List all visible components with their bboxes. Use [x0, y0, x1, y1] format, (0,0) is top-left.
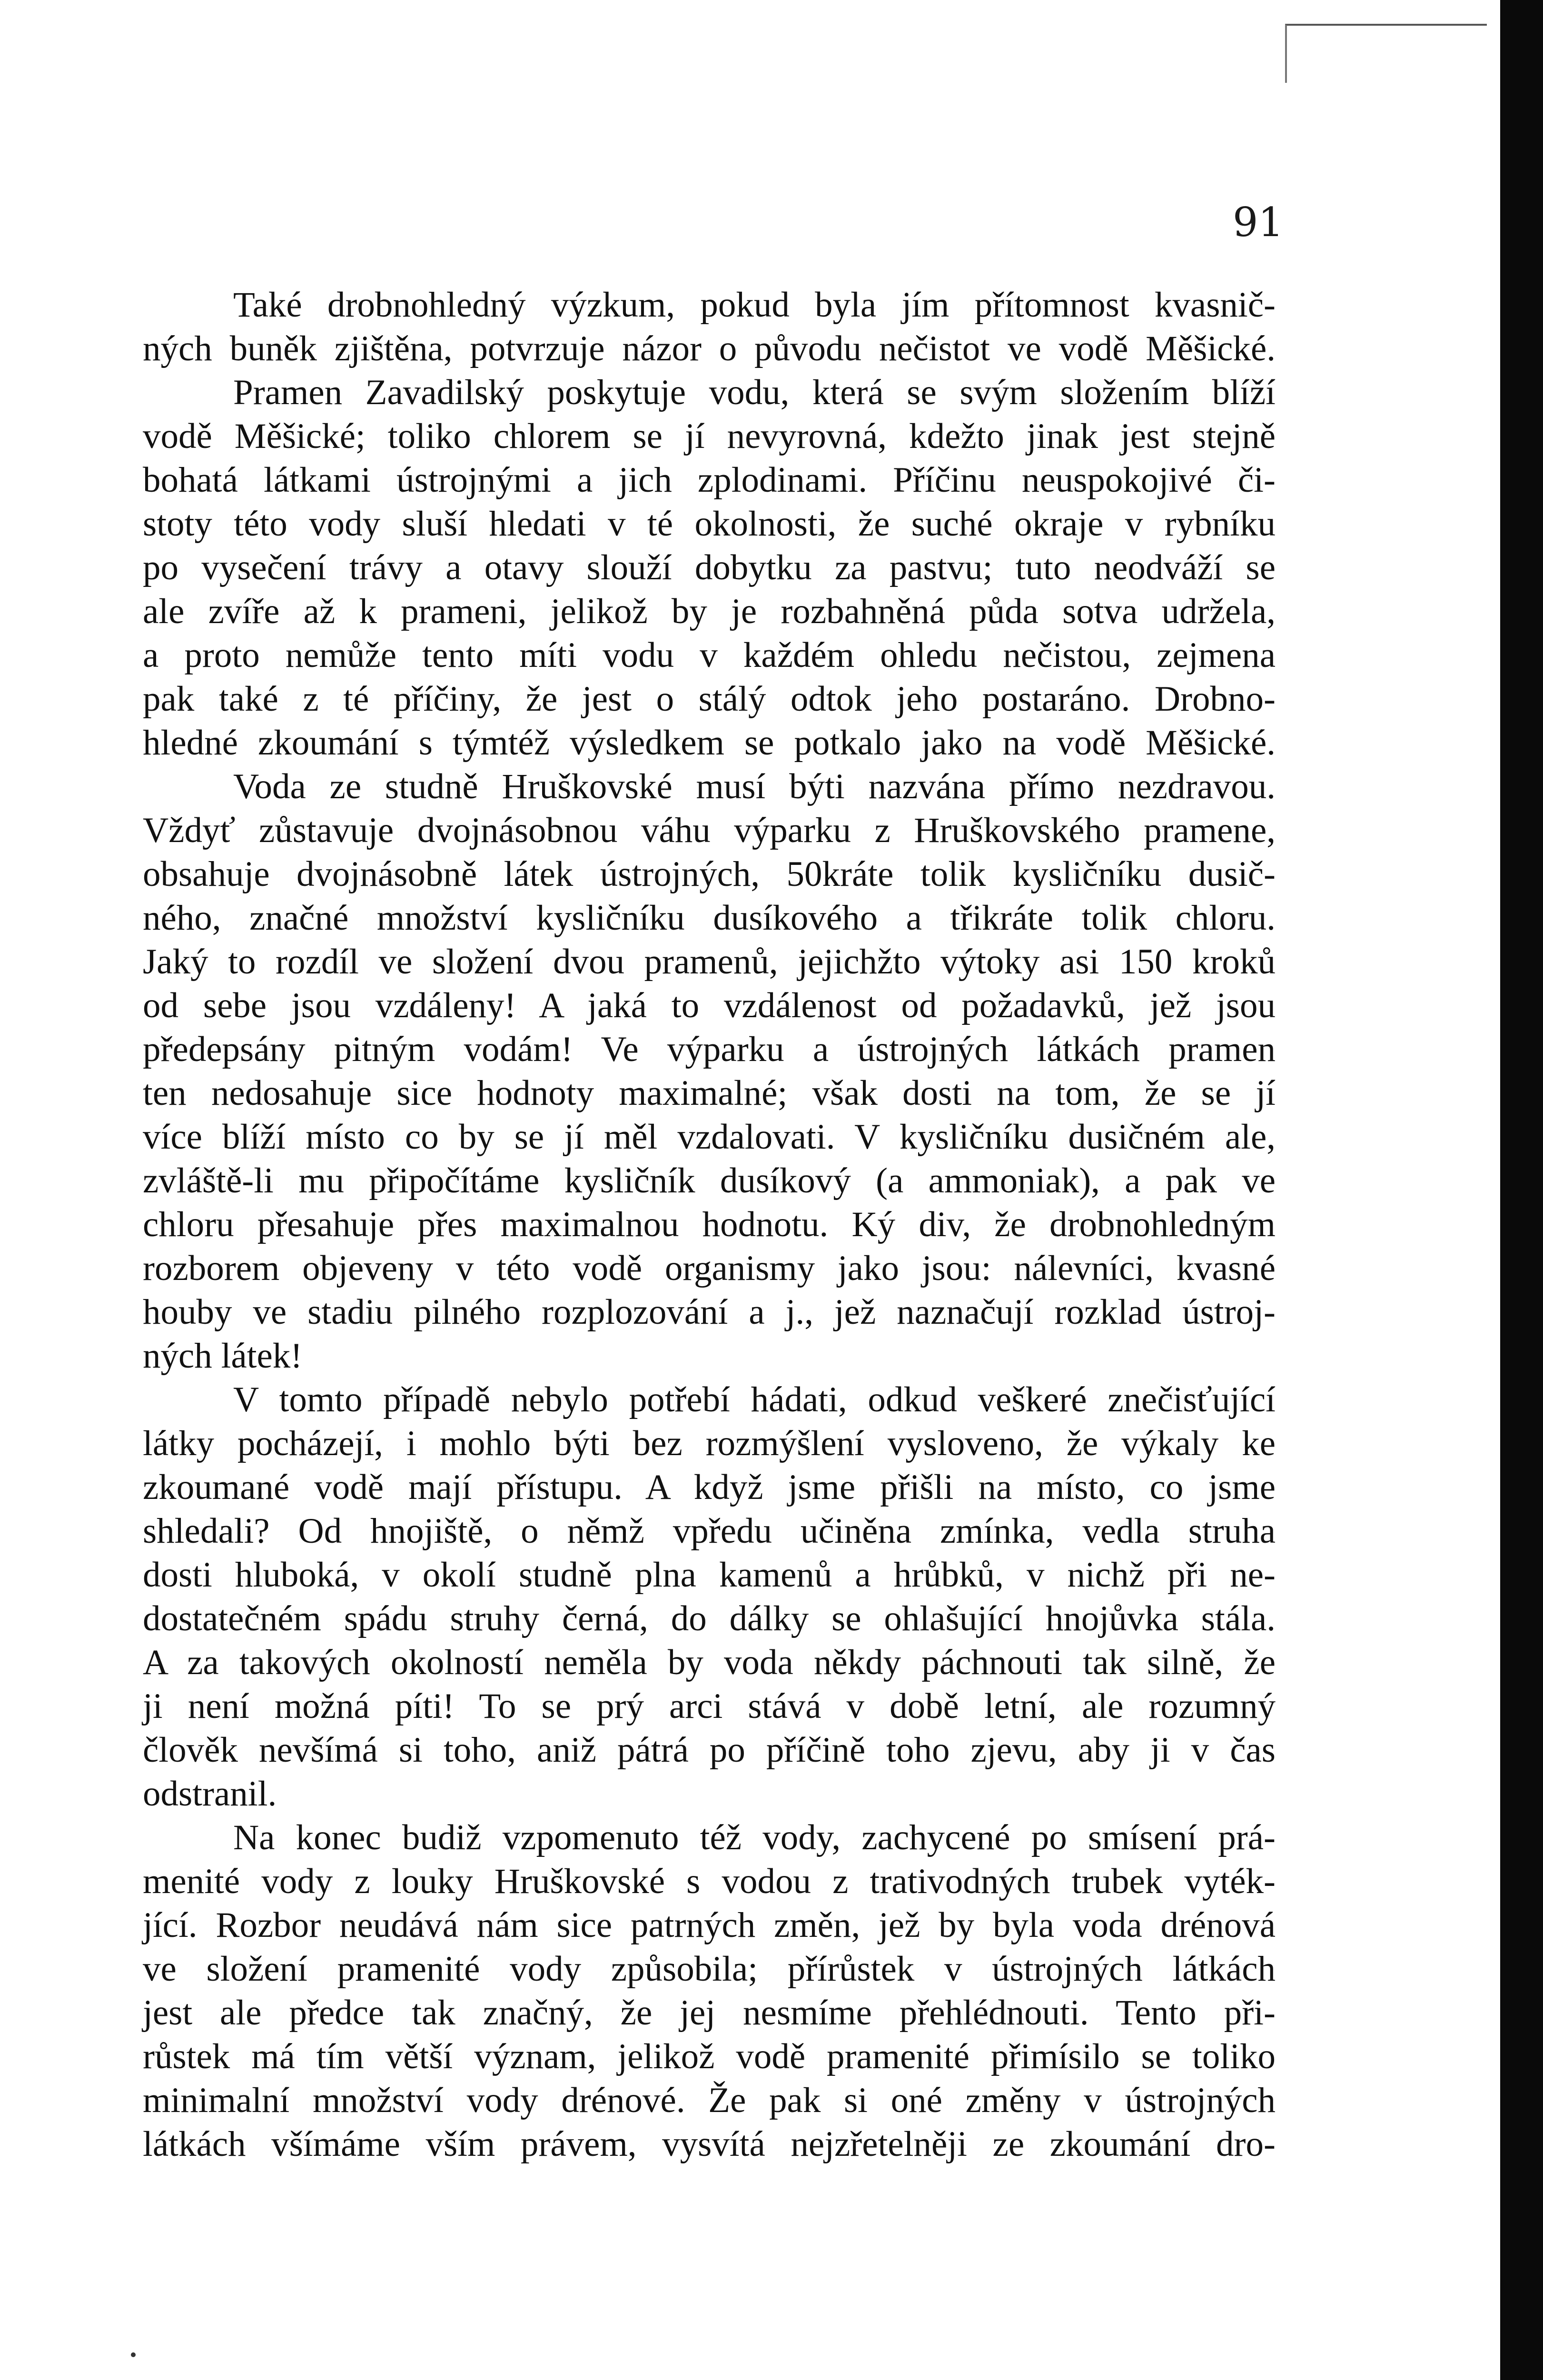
text-line: dosti hluboká, v okolí studně plna kamenů a hrůbků, v nichž při ne-: [143, 1555, 1276, 1595]
text-line: člověk nevšímá si toho, aniž pátrá po příčině toho zjevu, aby ji v čas: [143, 1730, 1276, 1770]
scan-corner-mark: [1285, 24, 1487, 83]
text-line: látky pocházejí, i mohlo býti bez rozmýšlení vysloveno, že výkaly ke: [143, 1424, 1276, 1463]
text-line: Pramen Zavadilský poskytuje vodu, která se svým složením blíží: [233, 373, 1276, 412]
scan-speck: [131, 2352, 136, 2357]
text-line: V tomto případě nebylo potřebí hádati, odkud veškeré znečisťující: [233, 1380, 1276, 1419]
text-line: chloru přesahuje přes maximalnou hodnotu. Ký div, že drobnohledným: [143, 1205, 1276, 1244]
text-line: vodě Měšické; toliko chlorem se jí nevyrovná, kdežto jinak jest stejně: [143, 416, 1276, 456]
text-line: růstek má tím větší význam, jelikož vodě pramenité přimísilo se toliko: [143, 2037, 1276, 2076]
text-line: houby ve stadiu pilného rozplozování a j., jež naznačují rozklad ústroj-: [143, 1292, 1276, 1332]
text-line: ných látek!: [143, 1336, 303, 1376]
text-line: Vždyť zůstavuje dvojnásobnou váhu výparku z Hruškovského pramene,: [143, 811, 1276, 850]
text-line: ve složení pramenité vody způsobila; přírůstek v ústrojných látkách: [143, 1949, 1276, 1989]
text-line: a proto nemůže tento míti vodu v každém ohledu nečistou, zejmena: [143, 635, 1276, 675]
text-line: látkách všímáme vším právem, vysvítá nejzřetelněji ze zkoumání dro-: [143, 2124, 1276, 2164]
text-line: Na konec budiž vzpomenuto též vody, zachycené po smísení prá-: [233, 1818, 1276, 1857]
text-line: více blíží místo co by se jí měl vzdalovati. V kysličníku dusičném ale,: [143, 1117, 1276, 1157]
page-number: 91: [1233, 199, 1284, 246]
text-line: ného, značné množství kysličníku dusíkového a třikráte tolik chloru.: [143, 898, 1276, 938]
text-line: Také drobnohledný výzkum, pokud byla jím přítomnost kvasnič-: [233, 285, 1276, 325]
text-line: ných buněk zjištěna, potvrzuje názor o původu nečistot ve vodě Měšické.: [143, 329, 1276, 368]
text-line: Voda ze studně Hruškovské musí býti nazvána přímo nezdravou.: [233, 767, 1276, 806]
text-line: odstranil.: [143, 1774, 277, 1814]
text-line: zkoumané vodě mají přístupu. A když jsme přišli na místo, co jsme: [143, 1468, 1276, 1507]
body-text: [143, 283, 1276, 2166]
text-line: bohatá látkami ústrojnými a jich zplodinami. Příčinu neuspokojivé či-: [143, 460, 1276, 500]
text-line: předepsány pitným vodám! Ve výparku a ústrojných látkách pramen: [143, 1030, 1276, 1069]
text-line: po vysečení trávy a otavy slouží dobytku za pastvu; tuto neodváží se: [143, 548, 1276, 587]
text-line: zvláště-li mu připočítáme kysličník dusíkový (a ammoniak), a pak ve: [143, 1161, 1276, 1200]
text-line: minimalní množství vody drénové. Že pak si oné změny v ústrojných: [143, 2081, 1276, 2120]
text-line: pak také z té příčiny, že jest o stálý odtok jeho postaráno. Drobno-: [143, 679, 1276, 719]
text-line: shledali? Od hnojiště, o němž vpředu učiněna zmínka, vedla struha: [143, 1511, 1276, 1551]
text-line: jící. Rozbor neudává nám sice patrných změn, jež by byla voda drénová: [143, 1905, 1276, 1945]
text-line: ji není možná píti! To se prý arci stává v době letní, ale rozumný: [143, 1686, 1276, 1726]
text-line: ten nedosahuje sice hodnoty maximalné; však dosti na tom, že se jí: [143, 1073, 1276, 1113]
text-line: dostatečném spádu struhy černá, do dálky se ohlašující hnojůvka stála.: [143, 1599, 1276, 1638]
text-line: jest ale předce tak značný, že jej nesmíme přehlédnouti. Tento při-: [143, 1993, 1276, 2033]
text-line: hledné zkoumání s týmtéž výsledkem se potkalo jako na vodě Měšické.: [143, 723, 1276, 763]
scan-edge: [1500, 0, 1543, 2380]
text-line: stoty této vody sluší hledati v té okolnosti, že suché okraje v rybníku: [143, 504, 1276, 544]
text-line: A za takových okolností neměla by voda někdy páchnouti tak silně, že: [143, 1643, 1276, 1682]
text-line: menité vody z louky Hruškovské s vodou z trativodných trubek vyték-: [143, 1862, 1276, 1901]
text-line: rozborem objeveny v této vodě organismy jako jsou: nálevníci, kvasné: [143, 1249, 1276, 1288]
text-line: Jaký to rozdíl ve složení dvou pramenů, jejichžto výtoky asi 150 kroků: [143, 942, 1276, 982]
text-line: obsahuje dvojnásobně látek ústrojných, 50kráte tolik kysličníku dusič-: [143, 854, 1276, 894]
text-line: od sebe jsou vzdáleny! A jaká to vzdálenost od požadavků, jež jsou: [143, 986, 1276, 1025]
text-line: ale zvíře až k prameni, jelikož by je rozbahněná půda sotva udržela,: [143, 592, 1276, 631]
